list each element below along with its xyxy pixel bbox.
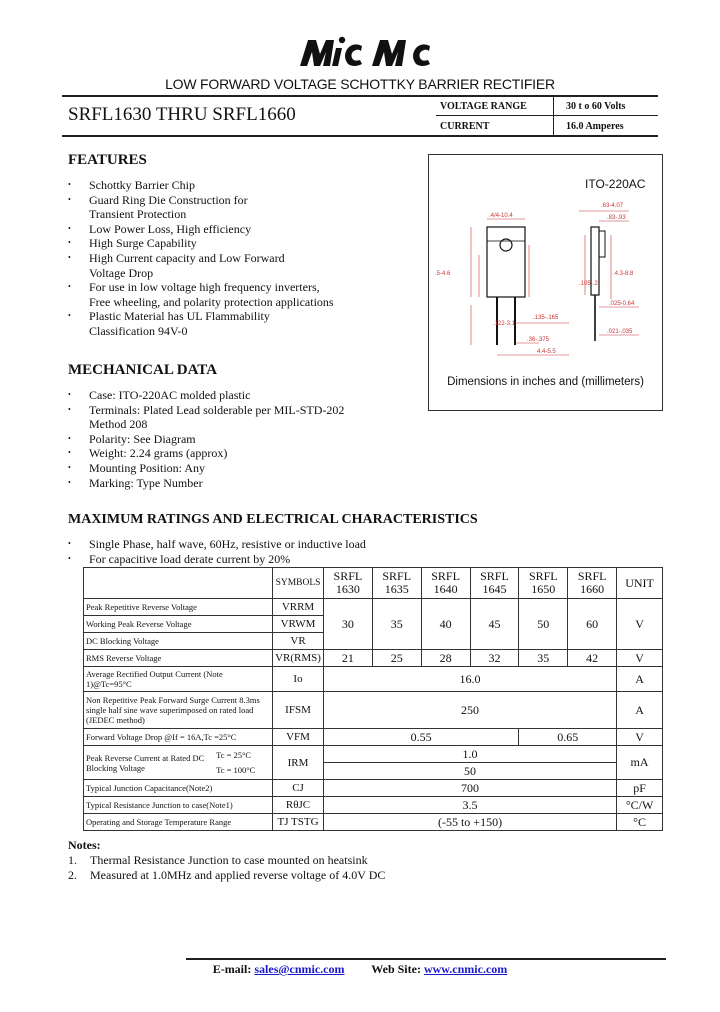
row-label: DC Blocking Voltage xyxy=(84,633,273,650)
row-symbol: VFM xyxy=(273,729,324,746)
row-symbol: IRM xyxy=(273,746,324,780)
unit-cell: A xyxy=(617,667,663,692)
dim-label: .83-.93 xyxy=(607,215,626,221)
email-link[interactable]: sales@cnmic.com xyxy=(254,962,345,976)
row-label: Operating and Storage Temperature Range xyxy=(84,814,273,831)
web-label: Web Site: xyxy=(371,962,421,976)
part-header: SRFL 1640 xyxy=(421,568,470,599)
dim-label: .5-4.6 xyxy=(435,271,451,277)
unit-cell: mA xyxy=(617,746,663,780)
unit-cell: V xyxy=(617,650,663,667)
list-item: • Terminals: Plated Lead solderable per MIL-STD-202 Method 208 xyxy=(68,403,379,432)
features-heading: FEATURES xyxy=(68,152,147,168)
row-symbol: IFSM xyxy=(273,692,324,729)
table-cell: 30 xyxy=(323,599,372,650)
current-label: CURRENT xyxy=(440,120,490,132)
list-item: • Mounting Position: Any xyxy=(68,461,368,476)
table-row xyxy=(84,667,663,692)
table-header-row xyxy=(84,568,663,599)
list-item: • Schottky Barrier Chip xyxy=(68,178,368,193)
part-header: SRFL 1630 xyxy=(323,568,372,599)
row-symbol: VR xyxy=(273,633,324,650)
list-item: • Low Power Loss, High efficiency xyxy=(68,222,368,237)
irm-description: Peak Reverse Current at Rated DC Blocking Voltage xyxy=(86,752,205,773)
unit-cell: °C xyxy=(617,814,663,831)
row-label: Working Peak Reverse Voltage xyxy=(84,616,273,633)
table-row xyxy=(84,746,663,763)
row-symbol: RθJC xyxy=(273,797,324,814)
table-cell: 700 xyxy=(323,780,616,797)
package-outline-box xyxy=(428,154,663,411)
table-cell: 3.5 xyxy=(323,797,616,814)
dim-label: .63-4.07 xyxy=(601,203,624,209)
note-item: 1. Thermal Resistance Junction to case mounted on heatsink xyxy=(68,853,368,867)
row-label: Typical Resistance Junction to case(Note1) xyxy=(84,797,273,814)
email-label: E-mail: xyxy=(212,962,252,976)
mechanical-list xyxy=(68,388,368,490)
header-bottom-rule xyxy=(62,135,658,137)
table-row xyxy=(84,650,663,667)
row-symbol: Io xyxy=(273,667,324,692)
range-vertical-divider xyxy=(553,96,554,136)
unit-cell: A xyxy=(617,692,663,729)
dim-label: .4/4-10.4 xyxy=(489,213,513,219)
list-item: • Weight: 2.24 grams (approx) xyxy=(68,446,368,461)
list-item: • Single Phase, half wave, 60Hz, resistive or inductive load xyxy=(68,537,468,552)
table-cell: 50 xyxy=(519,599,568,650)
table-row xyxy=(84,729,663,746)
part-header: SRFL 1650 xyxy=(519,568,568,599)
notes-title: Notes: xyxy=(68,838,101,852)
current-value: 16.0 Amperes xyxy=(566,120,624,132)
notes-section xyxy=(68,838,385,883)
table-cell: 21 xyxy=(323,650,372,667)
row-symbol: VRWM xyxy=(273,616,324,633)
row-symbol: VRRM xyxy=(273,599,324,616)
package-name: ITO-220AC xyxy=(585,177,646,191)
row-label: RMS Reverse Voltage xyxy=(84,650,273,667)
features-list xyxy=(68,178,368,339)
table-cell: (-55 to +150) xyxy=(323,814,616,831)
blank-header-cell xyxy=(84,568,273,599)
table-row xyxy=(84,692,663,729)
table-cell: 16.0 xyxy=(323,667,616,692)
symbols-header: SYMBOLS xyxy=(273,568,324,599)
row-symbol: TJ TSTG xyxy=(273,814,324,831)
table-cell: 28 xyxy=(421,650,470,667)
row-label: Average Rectified Output Current (Note 1)@Tc=95°C xyxy=(84,667,273,692)
unit-cell: V xyxy=(617,729,663,746)
mechanical-heading: MECHANICAL DATA xyxy=(68,362,218,378)
conditions-list xyxy=(68,537,468,566)
table-cell: 0.55 xyxy=(323,729,518,746)
row-label: Forward Voltage Drop @If = 16A,Tc =25°C xyxy=(84,729,273,746)
document-subtitle: LOW FORWARD VOLTAGE SCHOTTKY BARRIER RECTIFIER xyxy=(165,76,555,92)
row-label: Non Repetitive Peak Forward Surge Current 8.3ms single half sine wave superimposed on rated load (JEDEC method) xyxy=(84,692,273,729)
footer-rule xyxy=(186,958,666,960)
ratings-heading: MAXIMUM RATINGS AND ELECTRICAL CHARACTERISTICS xyxy=(68,512,478,527)
unit-header: UNIT xyxy=(617,568,663,599)
dim-label: .105-.2 xyxy=(579,281,598,287)
unit-cell: °C/W xyxy=(617,797,663,814)
dim-label: .36-.375 xyxy=(527,337,550,343)
dim-label: .025-0.64 xyxy=(609,301,635,307)
table-cell: 250 xyxy=(323,692,616,729)
table-cell: 25 xyxy=(372,650,421,667)
ratings-table xyxy=(83,567,663,831)
website-link[interactable]: www.cnmic.com xyxy=(423,962,508,976)
list-item: • For capacitive load derate current by 20% xyxy=(68,552,468,567)
dim-label: 4.4-5.5 xyxy=(537,349,556,355)
list-item: • High Current capacity and Low Forward Voltage Drop xyxy=(68,251,299,280)
list-item: • Polarity: See Diagram xyxy=(68,432,368,447)
table-cell: 1.0 xyxy=(323,746,616,763)
table-cell: 45 xyxy=(470,599,519,650)
row-label: Typical Junction Capacitance(Note2) xyxy=(84,780,273,797)
table-cell: 40 xyxy=(421,599,470,650)
footer xyxy=(0,962,720,977)
dim-label: .021-.035 xyxy=(607,329,633,335)
table-row xyxy=(84,599,663,616)
irm-conditions: Tc = 25°C Tc = 100°C xyxy=(216,749,256,775)
list-item: • Marking: Type Number xyxy=(68,476,368,491)
part-header: SRFL 1645 xyxy=(470,568,519,599)
package-drawing xyxy=(429,195,662,375)
table-cell: 42 xyxy=(568,650,617,667)
table-cell: 60 xyxy=(568,599,617,650)
voltage-range-value: 30 t o 60 Volts xyxy=(566,100,626,112)
table-row xyxy=(84,797,663,814)
part-header: SRFL 1635 xyxy=(372,568,421,599)
dim-label: .4.3-8.8 xyxy=(613,271,634,277)
list-item: • Case: ITO-220AC molded plastic xyxy=(68,388,368,403)
part-header: SRFL 1660 xyxy=(568,568,617,599)
note-item: 2. Measured at 1.0MHz and applied reverse voltage of 4.0V DC xyxy=(68,868,386,882)
dim-label: .122-3.1 xyxy=(493,321,516,327)
table-cell: 0.65 xyxy=(519,729,617,746)
table-cell: 50 xyxy=(323,763,616,780)
table-cell: 32 xyxy=(470,650,519,667)
unit-cell: V xyxy=(617,599,663,650)
list-item: • Guard Ring Die Construction for Transient Protection xyxy=(68,193,269,222)
row-label: Peak Repetitive Reverse Voltage xyxy=(84,599,273,616)
table-row xyxy=(84,814,663,831)
table-cell: 35 xyxy=(519,650,568,667)
company-logo xyxy=(292,34,432,68)
part-number-range: SRFL1630 THRU SRFL1660 xyxy=(68,104,296,125)
unit-cell: pF xyxy=(617,780,663,797)
row-label xyxy=(84,746,273,780)
row-symbol: CJ xyxy=(273,780,324,797)
voltage-current-box xyxy=(440,96,656,136)
table-row xyxy=(84,780,663,797)
list-item: • Plastic Material has UL Flammability Classification 94V-0 xyxy=(68,309,279,338)
list-item: • For use in low voltage high frequency inverters, Free wheeling, and polarity protection applications xyxy=(68,280,339,309)
list-item: • High Surge Capability xyxy=(68,236,368,251)
range-divider xyxy=(436,115,658,116)
table-cell: 35 xyxy=(372,599,421,650)
voltage-range-label: VOLTAGE RANGE xyxy=(440,100,527,112)
package-caption: Dimensions in inches and (millimeters) xyxy=(447,376,644,388)
row-symbol: VR(RMS) xyxy=(273,650,324,667)
dim-label: .135-.165 xyxy=(533,315,559,321)
